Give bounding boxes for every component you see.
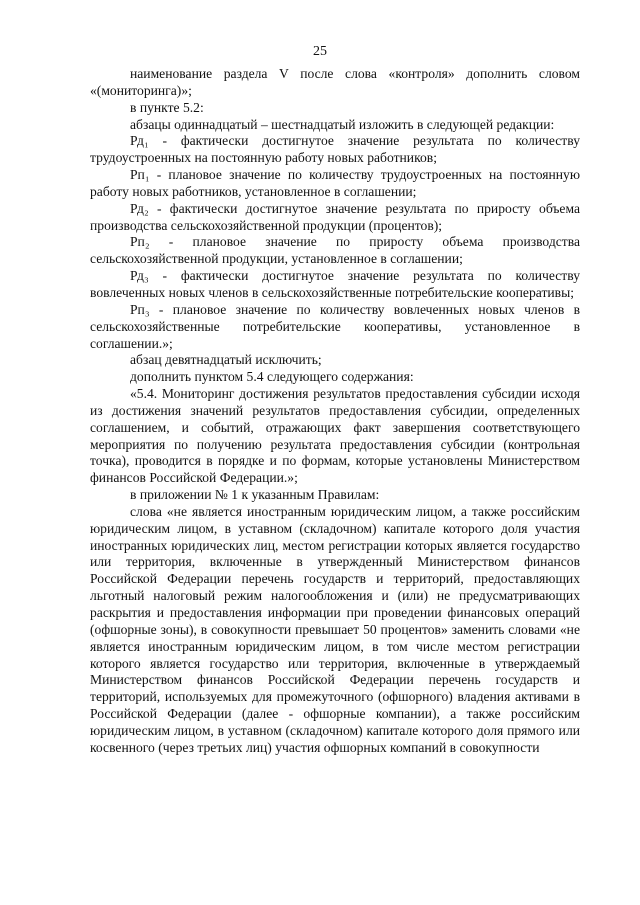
paragraph: Рп₁ - плановое значение по количеству трудоустроенных на постоянную работу новых работников, установленное в соглашении; xyxy=(90,167,580,199)
paragraph: дополнить пунктом 5.4 следующего содержания: xyxy=(130,369,414,385)
paragraph: Рп₃ - плановое значение по количеству вовлеченных новых членов в сельскохозяйственные потребительские кооперативы, установленное в соглашении.»; xyxy=(90,301,580,351)
page-number: 25 xyxy=(313,44,327,59)
paragraph: наименование раздела V после слова «контроля» дополнить словом «(мониторинга)»; xyxy=(90,66,580,98)
paragraph: Рд₂ - фактически достигнутое значение результата по приросту объема производства сельскохозяйственной продукции (процентов); xyxy=(90,200,580,233)
paragraph: слова «не является иностранным юридическим лицом, а также российским юридическим лицом, в уставном (складочном) капитале которого доля участия иностранных юридических лиц, местом регистрации которых является государство или территория, включенные в утвержденный Министерством финансов Российской Федерации перечень государств и территорий, предоставляющих льготный налоговый режим налогообложения и (или) не предусматривающих раскрытия и предоставления информации при проведении финансовых операций (офшорные зоны), в совокупности превышает 50 процентов» заменить словами «не является иностранным юридическим лицом, в том числе местом регистрации которого является государство или территория, включенные в утверждаемый Министерством финансов Российской Федерации перечень государств и территорий, используемых для промежуточного (офшорного) владения активами в Российской Федерации (далее - офшорные компании), а также российским юридическим лицом, в уставном (складочном) капитале которого доля прямого или косвенного (через третьих лиц) участия офшорных компаний в совокупности xyxy=(90,503,580,755)
paragraph: абзац девятнадцатый исключить; xyxy=(130,352,322,368)
paragraph: абзацы одиннадцатый – шестнадцатый изложить в следующей редакции: xyxy=(130,116,555,132)
paragraph: «5.4. Мониторинг достижения результатов предоставления субсидии исходя из достижения значений результатов предоставления субсидии, определенных соглашением, и событий, отражающих факт завершения соответствующего мероприятия по получению результата предоставления субсидии (контрольная точка), проводится в порядке и по формам, которые установлены Министерством финансов Российской Федерации.»; xyxy=(90,386,580,486)
paragraph: в приложении № 1 к указанным Правилам: xyxy=(130,487,380,503)
document-body xyxy=(90,66,580,757)
paragraph: в пункте 5.2: xyxy=(130,99,204,115)
paragraph: Рп₂ - плановое значение по приросту объема производства сельскохозяйственной продукции, установленное в соглашении; xyxy=(90,234,580,267)
paragraph: Рд₃ - фактически достигнутое значение результата по количеству вовлеченных новых членов в сельскохозяйственные потребительские кооперативы; xyxy=(90,268,580,300)
paragraph: Рд₁ - фактически достигнутое значение результата по количеству трудоустроенных на постоянную работу новых работников; xyxy=(90,133,580,166)
